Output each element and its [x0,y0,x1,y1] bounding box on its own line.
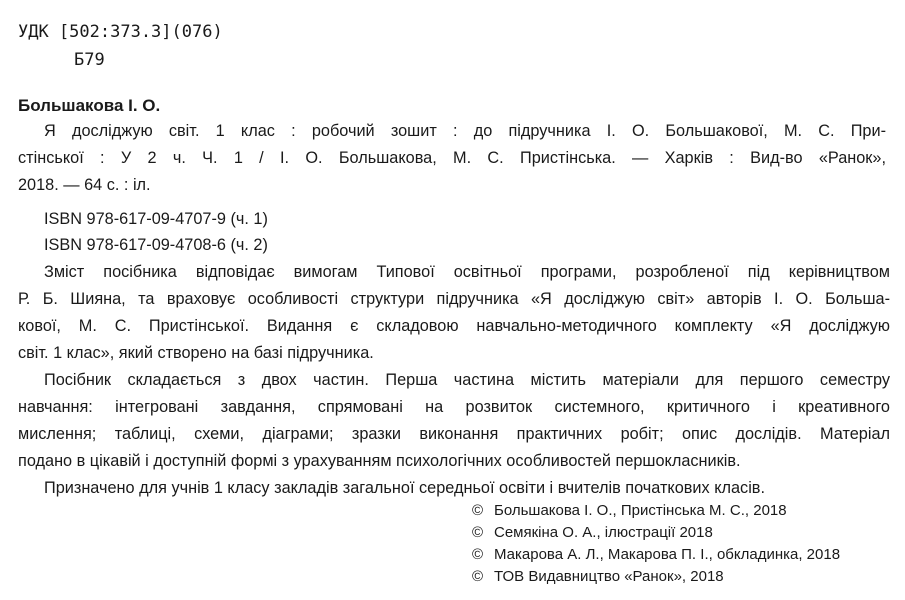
annotation-line: Зміст посібника відповідає вимогам Типової освітньої програми, розробленої під керівництвом [44,263,890,281]
annotation-line: світ. 1 клас», який створено на базі підручника. [18,344,374,362]
bibliographic-description [18,118,886,199]
copyright-line: © Семякіна О. А., ілюстрації 2018 [472,522,840,544]
copyright-block [472,500,840,588]
copyright-icon: © [472,546,484,563]
annotation-line: мислення; таблиці, схеми, діаграми; зразки виконання практичних робіт; опис дослідів. Матеріал [18,425,890,443]
author-heading: Большакова І. О. [18,96,161,115]
title-line: 2018. — 64 с. : іл. [18,176,151,194]
isbn-part-2: ISBN 978-617-09-4708-6 (ч. 2) [44,236,268,254]
copyright-line: © ТОВ Видавництво «Ранок», 2018 [472,566,840,588]
copyright-icon: © [472,524,484,541]
title-line: Я досліджую світ. 1 клас : робочий зошит : до підручника І. О. Большакової, М. С. При- [44,122,886,140]
copyright-icon: © [472,502,484,519]
annotation [18,259,890,502]
isbn-part-1: ISBN 978-617-09-4707-9 (ч. 1) [44,210,268,228]
annotation-line: подано в цікавій і доступній формі з урахуванням психологічних особливостей першокласників. [18,452,741,470]
bbk-code: Б79 [74,50,105,70]
title-line: стінської : У 2 ч. Ч. 1 / І. О. Большакова, М. С. Пристінська. — Харків : Вид-во «Ранок», [18,149,886,167]
copyright-line: © Большакова І. О., Пристінська М. С., 2018 [472,500,840,522]
annotation-line: Посібник складається з двох частин. Перша частина містить матеріали для першого семестру [44,371,890,389]
copyright-line: © Макарова А. Л., Макарова П. І., обкладинка, 2018 [472,544,840,566]
annotation-line: навчання: інтегровані завдання, спрямовані на розвиток системного, критичного і креативного [18,398,890,416]
copyright-icon: © [472,568,484,585]
annotation-line: Р. Б. Шияна, та враховує особливості структури підручника «Я досліджую світ» авторів І. О. Больша- [18,290,890,308]
udk-code: УДК [502:373.3](076) [18,22,223,42]
annotation-line: кової, М. С. Пристінської. Видання є складовою навчально-методичного комплекту «Я досліджую [18,317,890,335]
annotation-line: Призначено для учнів 1 класу закладів загальної середньої освіти і вчителів початкових класів. [44,479,765,497]
